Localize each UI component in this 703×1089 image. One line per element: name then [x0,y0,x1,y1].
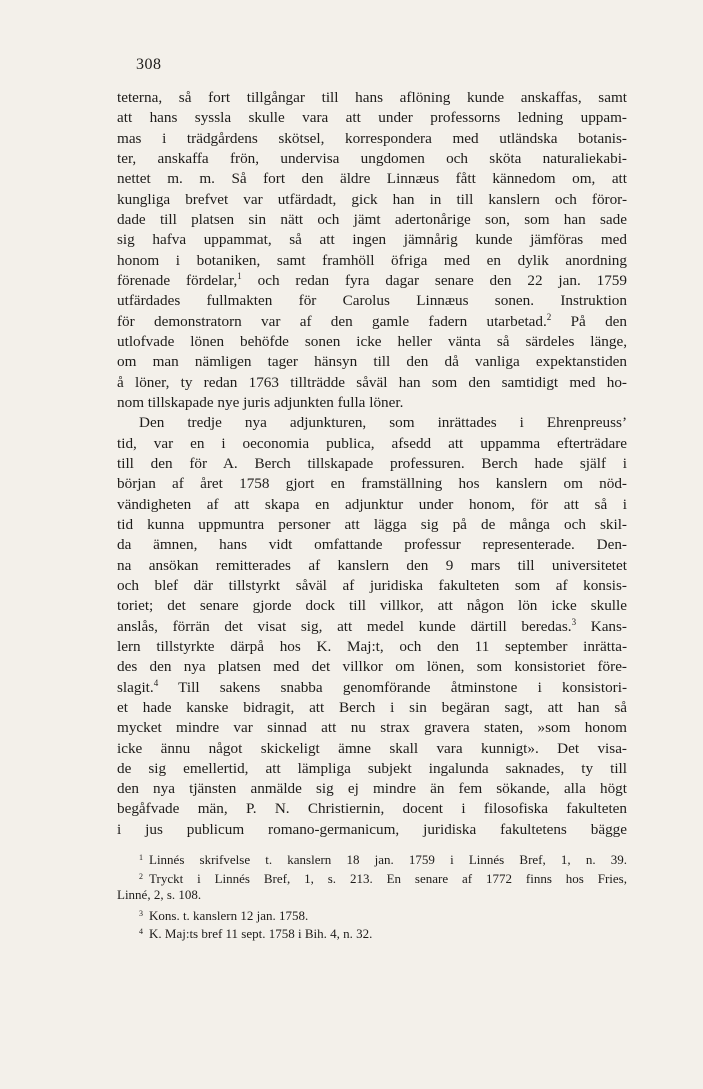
text-line [117,312,627,332]
text-line: å löner, ty redan 1763 tillträdde såväl han som den samtidigt med ho- [117,373,627,391]
footnote-ref: 1 [237,270,242,281]
text-line: da ämnen, hans vidt omfattande professur representerade. Den- [117,536,627,554]
text-line: mycket mindre var sinnad att nu strax gravera staten, »som honom [117,719,627,737]
text-line: icke ännu något skickeligt ämne skall vara kunnigt». Det visa- [117,739,627,757]
text-line: et hade kanske bidragit, att Berch i sin begäran sagt, att han så [117,698,627,716]
footnote-4 [117,923,627,942]
text-segment: På den [551,312,627,330]
footnote-text: Kons. t. kanslern 12 jan. 1758. [149,907,309,923]
text-segment: förenade fördelar, [117,271,238,289]
footnote-mark: 1 [139,853,143,862]
footnote-text: Linné, 2, s. 108. [117,887,202,903]
text-line: nom tillskapade nye juris adjunkten fulla löner. [117,393,404,411]
text-line: den nya tjänsten anmälde sig ej mindre än fem sökande, alla högt [117,780,627,798]
text-line: toriet; det senare gjorde dock till villkor, att någon lön icke skulle [117,597,627,615]
footnote-ref: 4 [153,677,159,688]
text-segment: för demonstratorn var af den gamle fadern utarbetad. [117,312,547,330]
text-line: början af året 1758 gjort en framställning hos kanslern om nöd- [117,475,627,493]
text-line: lern tillstyrkte därpå hos K. Maj:t, och den 11 september inrätta- [117,637,627,655]
text-line: mas i trädgårdens skötsel, korrespondera med utländska botanis- [117,129,627,147]
text-line: och blef där tillstyrkt såväl af juridiska fakulteten som af konsis- [117,576,627,594]
footnote-2-continued [117,886,627,905]
text-line: sig hafva uppammat, så att ingen jämnårig kunde jämföras med [117,231,627,249]
footnote-ref: 2 [546,311,552,322]
text-line: utlofvade lönen behöfde sonen icke heller vänta så särdeles länge, [117,332,627,350]
text-segment: Kans- [576,617,627,635]
text-line: vändigheten af att skapa en adjunktur under honom, för att så i [117,495,627,513]
footnote-3 [117,905,627,924]
footnote-text: K. Maj:ts bref 11 sept. 1758 i Bih. 4, n. 32. [149,926,373,942]
text-line: att hans syssla skulle vara att under professorns ledning uppam- [117,109,627,127]
text-line: begåfvade män, P. N. Christiernin, docent i filosofiska fakulteten [117,800,627,818]
text-line: Den tredje nya adjunkturen, som inrättades i Ehrenpreuss’ [139,414,627,432]
text-line: om man nämligen tager hänsyn till den då vanliga expektanstiden [117,353,627,371]
text-line [117,617,627,637]
text-line: teterna, så fort tillgångar till hans aflöning kunde anskaffas, samt [117,89,627,106]
text-line: till den för A. Berch tillskapade professuren. Berch hade själf i [117,454,627,472]
text-line: na ansökan remitterades af kanslern den 9 mars till universitetet [117,556,627,574]
text-segment: Till sakens snabba genomförande åtminstone i konsistori- [158,678,627,696]
text-line: honom i botaniken, samt framhöll öfriga med en dylik anordning [117,251,627,269]
text-line: nettet m. m. Så fort den äldre Linnæus fått kännedom om, att [117,170,627,188]
footnotes [117,849,627,942]
footnote-text: Tryckt i Linnés Bref, 1, s. 213. En senare af 1772 finns hos Fries, [149,870,627,886]
body-text [117,88,627,840]
text-line [117,271,627,291]
text-segment: och redan fyra dagar senare den 22 jan. 1759 [241,271,627,289]
text-line: tid, var en i oeconomia publica, afsedd att uppamma efterträdare [117,434,627,452]
text-line: tid kunna uppmuntra personer att lägga sig på de många och skil- [117,515,627,533]
footnote-ref: 3 [571,616,577,627]
footnote-mark: 4 [139,927,143,937]
text-line: i jus publicum romano-germanicum, juridiska fakultetens bägge [117,820,627,838]
footnote-2 [117,868,627,887]
footnote-mark: 2 [139,871,143,881]
text-line: kungliga brefvet var utfärdadt, gick han in till kanslern och föror- [117,190,627,208]
text-line: dade till platsen sin nätt och jämt adertonårige son, som han sade [117,210,627,228]
text-segment: slagit. [117,678,154,696]
footnote-mark: 3 [139,908,143,918]
text-line: utfärdades fullmakten för Carolus Linnæus sonen. Instruktion [117,292,627,310]
text-line: des den nya platsen med det villkor om lönen, som konsistoriet före- [117,658,627,676]
text-line [117,678,627,698]
footnote-1 [117,849,627,868]
text-line: de sig emellertid, att lämpliga subjekt ingalunda saknades, ty till [117,759,627,777]
footnote-text: Linnés skrifvelse t. kanslern 18 jan. 1759 i Linnés Bref, 1, n. 39. [149,852,627,867]
text-line: ter, anskaffa frön, undervisa ungdomen och sköta naturaliekabi- [117,149,627,167]
page-number: 308 [136,56,162,73]
text-segment: anslås, förrän det visat sig, att medel kunde därtill beredas. [117,617,572,635]
